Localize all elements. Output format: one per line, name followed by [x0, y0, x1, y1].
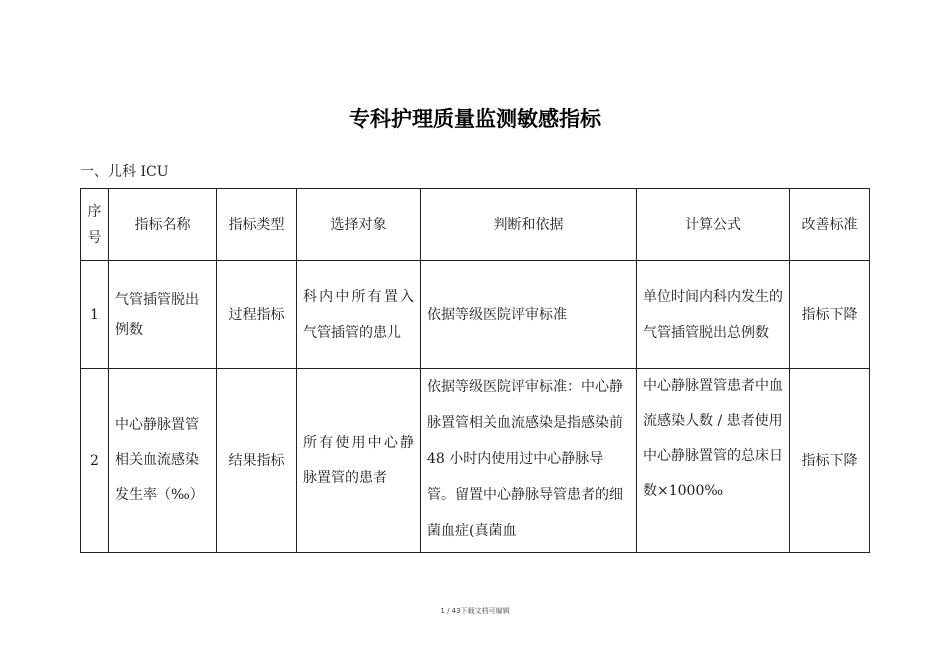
row-target: 所有使用中心静脉置管的患者 — [297, 369, 421, 553]
table-header-row — [81, 189, 870, 261]
header-basis: 判断和依据 — [421, 189, 637, 261]
header-formula: 计算公式 — [637, 189, 790, 261]
indicator-table — [80, 188, 870, 553]
header-target: 选择对象 — [297, 189, 421, 261]
table-row — [81, 261, 870, 369]
row-index: 2 — [81, 369, 109, 553]
row-basis: 依据等级医院评审标准：中心静脉置管相关血流感染是指感染前 48 小时内使用过中心静脉导管。留置中心静脉导管患者的细菌血症(真菌血 — [421, 369, 637, 553]
header-name: 指标名称 — [109, 189, 217, 261]
row-index: 1 — [81, 261, 109, 369]
row-name: 气管插管脱出例数 — [109, 261, 217, 369]
row-improvement: 指标下降 — [790, 369, 870, 553]
row-formula: 中心静脉置管患者中血流感染人数 / 患者使用中心静脉置管的总床日数×1000‰ — [637, 369, 790, 553]
row-improvement: 指标下降 — [790, 261, 870, 369]
page-footer: 1 / 43下载文档可编辑 — [440, 607, 510, 615]
document-title: 专科护理质量监测敏感指标 — [349, 107, 601, 131]
row-basis: 依据等级医院评审标准 — [421, 261, 637, 369]
header-index: 序号 — [81, 189, 109, 261]
table-row — [81, 369, 870, 553]
row-target: 科内中所有置入气管插管的患儿 — [297, 261, 421, 369]
header-improvement: 改善标准 — [790, 189, 870, 261]
row-type: 过程指标 — [217, 261, 297, 369]
row-name: 中心静脉置管相关血流感染发生率（‰） — [109, 369, 217, 553]
row-formula: 单位时间内科内发生的气管插管脱出总例数 — [637, 261, 790, 369]
row-type: 结果指标 — [217, 369, 297, 553]
section-heading: 一、儿科 ICU — [80, 164, 169, 180]
header-type: 指标类型 — [217, 189, 297, 261]
